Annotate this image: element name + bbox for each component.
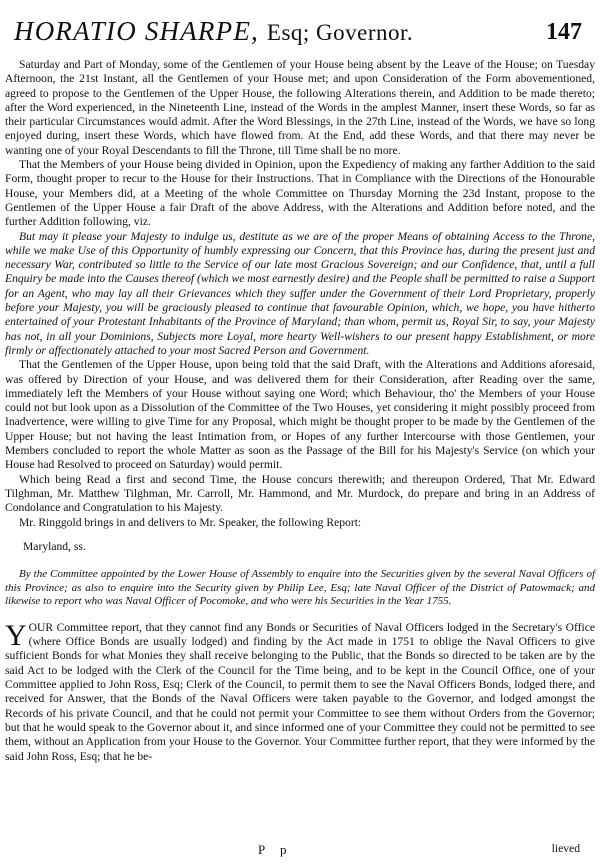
page-footer [0,842,600,862]
committee-report [5,618,595,764]
signature-mark: P p [258,842,293,857]
report-text: OUR Committee report, that they cannot find any Bonds or Securities of Naval Officers lodged in the Secretary's Office (where Office Bonds are usually lodged) and finding by the Act made in 1751 to oblige the Naval Officers to give sufficient Bonds for what Monies they shall receive belonging to the Public, that the Bonds so directed to be taken are by the said Act to be lodged with the Clerk of the Council for the Time being, and to be kept in the Council Office, one of your Committee applied to John Ross, Esq; Clerk of the Council, to permit them to see the Naval Officers Bonds, lodged there, and received for Answer, that the Bonds of the Naval Officers were taken payable to the Governor, and lodged amongst the Records of his private Council, and that he could not permit your Committee to see them without Orders from the Governor; but that he would speak to the Governor about it, and since informed one of your Committee they could not be permitted to see them, without an Application from your House to the Governor. Your Committee further report, that they were informed by the said John Ross, Esq; that he be- [5,620,595,763]
paragraph: Saturday and Part of Monday, some of the Gentlemen of your House being absent by the Leave of the House; on Tuesday Afternoon, the 21st Instant, all the Gentlemen of your House met; and upon Consideration of the Form abovementioned, agreed to propose to the Gentlemen of the Upper House, the following Alterations therein, and Addition to be made thereto; after the Word experienced, in the Nineteenth Line, instead of the Words in the amplest Manner, insert these Words, so far as their particular Circumstances would admit. After the Word Blessings, in the 27th Line, instead of the Words, we have so long enjoyed during, insert these Words, which have flowed from. At the End, add these Words, and that there may never be wanting one of your Royal Descendants to fill the Throne, till Time shall be no more. [5,58,595,157]
running-head-name: HORATIO SHARPE, [14,16,259,46]
catchword: lieved [551,842,580,855]
page-header [0,16,600,46]
committee-heading: By the Committee appointed by the Lower House of Assembly to enquire into the Securities given by the several Naval Officers of this Province; as also to enquire into the Security given by Philip Lee, Esq; late Naval Officer of the District of Patowmack; and likewise to report who was Naval Officer of Pocomoke, and who were his Securities in the Year 1755. [5,568,595,608]
running-head-title: Esq; Governor. [266,20,414,45]
paragraph: Which being Read a first and second Time, the House concurs therewith; and thereupon Ordered, That Mr. Edward Tilghman, Mr. Matthew Tilghman, Mr. Carroll, Mr. Hammond, and Mr. Murdock, do prepare and bring in an Address of Condolance and Congratulation to his Majesty. [5,472,595,515]
paragraph: Mr. Ringgold brings in and delivers to Mr. Speaker, the following Report: [19,515,362,529]
address-line: Maryland, ss. [23,539,86,553]
paragraph: That the Gentlemen of the Upper House, upon being told that the said Draft, with the Alterations and Additions aforesaid, was offered by Direction of your House, and was delivered them for their Consideration, after Reading over the same, immediately left the Members of your House without saying one Word; which Behaviour, tho' the Members of your House could not but look upon as a Dissolution of the Committee of the Two Houses, yet considering it might possibly proceed from Inadvertence, were willing to give Time for any Proposal, which might be thought proper to be made by the Gentlemen of the Upper House; but not having the least Intimation from, or Hopes of any further Intercourse with those Gentlemen, your Members concluded to report the whole Matter as soon as the Passage of the Bill for his Majesty's Service (on which your House had Resolved to proceed on Saturday) would permit. [5,358,595,472]
body-text [5,58,595,764]
running-head [14,16,413,48]
drop-cap: Y [5,618,27,652]
page-number: 147 [546,19,582,45]
address-addition-paragraph: But may it please your Majesty to indulge us, destitute as we are of the proper Means of obtaining Access to the Throne, while we make Use of this Opportunity of humbly expressing our Concern, that this Province has, during the present just and necessary War, contributed so little to the Service of our late most Gracious Sovereign; and our Confidence, that, until a full Enquiry be made into the Causes thereof (which we most earnestly desire) and the People shall be permitted to raise a Support for an Agent, who may lay all their Grievances which they suffer under the Government of their Lord Proprietary, properly before your Majesty, you will be graciously pleased to continue that favourable Opinion, which, we hope, you have hitherto entertained of your Protestant Inhabitants of the Province of Maryland; than whom, permit us, Royal Sir, to say, your Majesty has not, in all your Dominions, Subjects more Loyal, more hearty Well-wishers to our present happy Establishment, or more firmly or affectionately attached to your most Sacred Person and Government. [5,229,595,357]
paragraph: That the Members of your House being divided in Opinion, upon the Expediency of making any farther Addition to the said Form, thought proper to recur to the House for their Instructions. That in Compliance with the Directions of the Honourable House, your Members did, at a Meeting of the whole Committee on Thursday Morning the 23d Instant, propose to the Gentlemen of the Upper House a fair Draft of the above Address, with the Alterations and Addition before noted, and the further Addition following, viz. [5,158,595,229]
